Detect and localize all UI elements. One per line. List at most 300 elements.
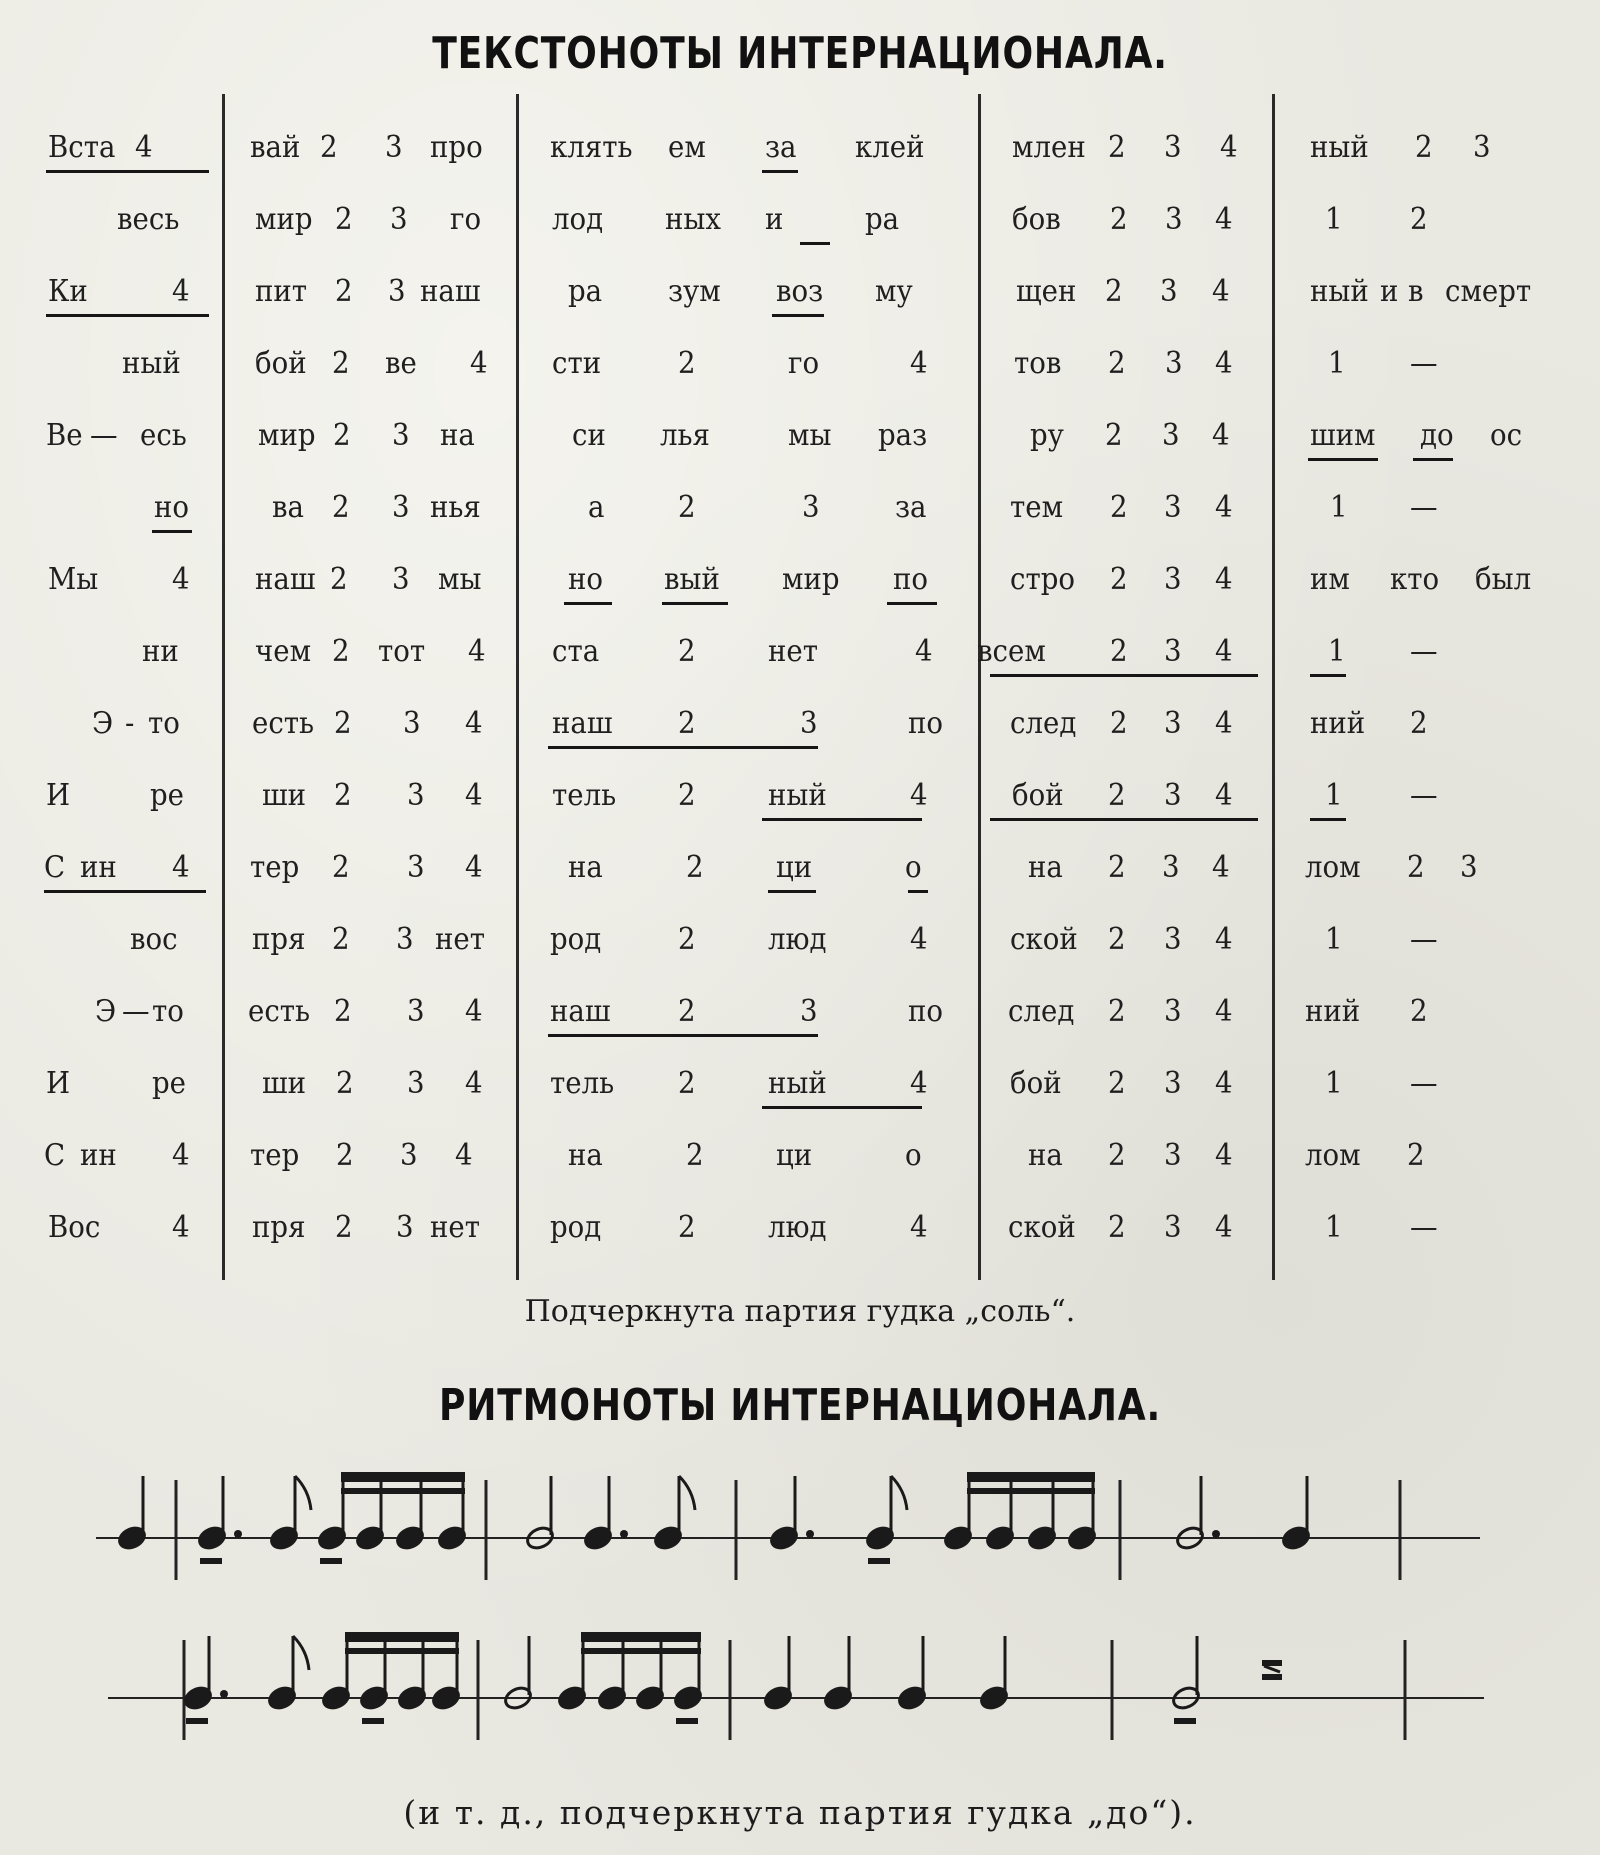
syllable-cell: 4 bbox=[1212, 274, 1230, 309]
syllable-cell: — bbox=[1410, 1210, 1438, 1245]
syllable-cell: тер bbox=[250, 850, 300, 885]
syllable-cell: 4 bbox=[465, 994, 483, 1029]
underline-sol bbox=[990, 674, 1258, 677]
augmentation-dot bbox=[234, 1530, 242, 1538]
syllable-cell: 2 bbox=[1410, 202, 1428, 237]
syllable-cell: — bbox=[1410, 490, 1438, 525]
syllable-cell: 3 bbox=[802, 490, 820, 525]
syllable-cell: ской bbox=[1008, 1210, 1076, 1245]
syllable-cell: 3 bbox=[800, 706, 818, 741]
syllable-cell: 2 bbox=[1105, 274, 1123, 309]
syllable-cell: ши bbox=[262, 778, 307, 813]
syllable-cell: 3 bbox=[1164, 922, 1182, 957]
underline-sol bbox=[908, 890, 928, 893]
syllable-cell: 2 bbox=[1407, 1138, 1425, 1173]
syllable-cell: по bbox=[908, 994, 944, 1029]
syllable-cell: 2 bbox=[1108, 922, 1126, 957]
syllable-cell: С bbox=[44, 1138, 66, 1173]
syllable-cell: бов bbox=[1012, 202, 1061, 237]
syllable-cell: 2 bbox=[1110, 634, 1128, 669]
syllable-cell: 4 bbox=[1215, 706, 1233, 741]
column-divider bbox=[978, 94, 981, 1280]
underline-sol bbox=[887, 602, 937, 605]
syllable-cell: 3 bbox=[1164, 130, 1182, 165]
syllable-cell: 4 bbox=[1215, 1066, 1233, 1101]
syllable-cell: нет bbox=[768, 634, 819, 669]
syllable-cell: 1 bbox=[1325, 202, 1343, 237]
syllable-cell: 1 bbox=[1325, 1066, 1343, 1101]
syllable-cell: И bbox=[46, 778, 71, 813]
syllable-cell: 3 bbox=[1162, 850, 1180, 885]
syllable-cell: о bbox=[905, 1138, 922, 1173]
syllable-cell: — bbox=[1410, 778, 1438, 813]
syllable-cell: 3 bbox=[392, 418, 410, 453]
syllable-cell: 4 bbox=[172, 1210, 190, 1245]
syllable-cell: ний bbox=[1305, 994, 1361, 1029]
syllable-cell: люд bbox=[768, 922, 827, 957]
syllable-cell: Вста bbox=[48, 130, 116, 165]
syllable-cell: 2 bbox=[1110, 490, 1128, 525]
syllable-cell: ин bbox=[80, 1138, 117, 1173]
syllable-cell: 3 bbox=[392, 562, 410, 597]
syllable-cell: го bbox=[788, 346, 820, 381]
note-beam bbox=[581, 1648, 701, 1654]
syllable-cell: 4 bbox=[1215, 778, 1233, 813]
note-flag bbox=[293, 1636, 309, 1670]
syllable-cell: 2 bbox=[678, 922, 696, 957]
syllable-cell: на bbox=[1028, 1138, 1063, 1173]
syllable-cell: 1 bbox=[1325, 922, 1343, 957]
syllable-cell: Вос bbox=[48, 1210, 101, 1245]
underline-do bbox=[186, 1718, 208, 1724]
underline-sol bbox=[44, 890, 206, 893]
syllable-cell: ста bbox=[552, 634, 600, 669]
syllable-cell: 2 bbox=[678, 994, 696, 1029]
syllable-cell: есть bbox=[248, 994, 311, 1029]
syllable-cell: 2 bbox=[332, 346, 350, 381]
underline-sol bbox=[548, 746, 818, 749]
syllable-cell: 3 bbox=[1164, 1210, 1182, 1245]
underline-sol bbox=[1310, 674, 1346, 677]
underline-sol bbox=[762, 818, 922, 821]
syllable-cell: 4 bbox=[172, 1138, 190, 1173]
syllable-cell: 2 bbox=[1108, 850, 1126, 885]
syllable-cell: 4 bbox=[1215, 490, 1233, 525]
syllable-cell: пря bbox=[252, 1210, 306, 1245]
note-beam bbox=[345, 1648, 459, 1654]
syllable-cell: ний bbox=[1310, 706, 1366, 741]
syllable-cell: след bbox=[1010, 706, 1077, 741]
note-flag bbox=[295, 1476, 311, 1510]
syllable-cell: пря bbox=[252, 922, 306, 957]
augmentation-dot bbox=[1212, 1530, 1220, 1538]
syllable-cell: ру bbox=[1030, 418, 1064, 453]
underline-sol bbox=[46, 314, 209, 317]
syllable-cell: ве bbox=[385, 346, 417, 381]
column-divider bbox=[516, 94, 519, 1280]
note-beam bbox=[341, 1472, 465, 1482]
syllable-cell: наш bbox=[420, 274, 481, 309]
syllable-cell: 4 bbox=[1215, 994, 1233, 1029]
syllable-cell: бой bbox=[1010, 1066, 1062, 1101]
underline-sol bbox=[1310, 818, 1346, 821]
syllable-cell: клять bbox=[550, 130, 633, 165]
syllable-cell: воз bbox=[776, 274, 824, 309]
syllable-cell: 4 bbox=[455, 1138, 473, 1173]
syllable-cell: 2 bbox=[1415, 130, 1433, 165]
syllable-cell: 2 bbox=[678, 634, 696, 669]
syllable-cell: до bbox=[1420, 418, 1454, 453]
syllable-cell: 4 bbox=[465, 706, 483, 741]
syllable-cell: клей bbox=[855, 130, 925, 165]
syllable-cell: ци bbox=[776, 850, 813, 885]
syllable-cell: 2 bbox=[1105, 418, 1123, 453]
syllable-cell: нья bbox=[430, 490, 481, 525]
syllable-cell: 4 bbox=[1215, 922, 1233, 957]
syllable-cell: 2 bbox=[678, 346, 696, 381]
augmentation-dot bbox=[620, 1530, 628, 1538]
syllable-cell: 4 bbox=[470, 346, 488, 381]
syllable-cell: ный bbox=[768, 1066, 827, 1101]
syllable-cell: на bbox=[1028, 850, 1063, 885]
syllable-cell: С bbox=[44, 850, 66, 885]
syllable-cell: 2 bbox=[332, 850, 350, 885]
syllable-cell: 2 bbox=[1108, 130, 1126, 165]
syllable-cell: 2 bbox=[1110, 202, 1128, 237]
syllable-cell: 2 bbox=[678, 1066, 696, 1101]
syllable-cell: 3 bbox=[392, 490, 410, 525]
underline-sol bbox=[662, 602, 728, 605]
syllable-cell: млен bbox=[1012, 130, 1086, 165]
syllable-cell: 4 bbox=[172, 274, 190, 309]
syllable-cell: 2 bbox=[678, 706, 696, 741]
syllable-cell: му bbox=[875, 274, 913, 309]
syllable-cell: 2 bbox=[678, 1210, 696, 1245]
syllable-cell: 4 bbox=[910, 778, 928, 813]
syllable-cell: шим bbox=[1310, 418, 1376, 453]
syllable-cell: — bbox=[1410, 634, 1438, 669]
syllable-cell: стро bbox=[1010, 562, 1076, 597]
syllable-cell: 2 bbox=[334, 706, 352, 741]
syllable-cell: 4 bbox=[1215, 562, 1233, 597]
syllable-cell: нет bbox=[435, 922, 486, 957]
syllable-cell: 4 bbox=[910, 922, 928, 957]
syllable-cell: 2 bbox=[335, 1210, 353, 1245]
syllable-cell: на bbox=[568, 1138, 603, 1173]
syllable-cell: нет bbox=[430, 1210, 481, 1245]
syllable-cell: 3 bbox=[1460, 850, 1478, 885]
syllable-cell: 2 bbox=[335, 202, 353, 237]
syllable-cell: тер bbox=[250, 1138, 300, 1173]
syllable-cell: 2 bbox=[332, 490, 350, 525]
syllable-cell: ный bbox=[122, 346, 181, 381]
syllable-cell: ный bbox=[1310, 274, 1369, 309]
syllable-cell: ни bbox=[142, 634, 179, 669]
note-beam bbox=[345, 1632, 459, 1642]
syllable-cell: Мы bbox=[48, 562, 99, 597]
syllable-cell: 4 bbox=[1212, 850, 1230, 885]
title-textnotes: ТЕКСТОНОТЫ ИНТЕРНАЦИОНАЛА. bbox=[432, 28, 1168, 79]
syllable-cell: 3 bbox=[396, 922, 414, 957]
syllable-cell: вос bbox=[130, 922, 178, 957]
syllable-cell: 2 bbox=[334, 994, 352, 1029]
syllable-cell: мы bbox=[438, 562, 482, 597]
underline-sol bbox=[762, 1106, 922, 1109]
syllable-cell: наш bbox=[255, 562, 316, 597]
syllable-cell: за bbox=[895, 490, 927, 525]
syllable-cell: Э bbox=[95, 994, 117, 1029]
syllable-cell: 1 bbox=[1330, 490, 1348, 525]
syllable-cell: Ки bbox=[48, 274, 88, 309]
syllable-cell: 2 bbox=[334, 778, 352, 813]
syllable-cell: 3 bbox=[403, 706, 421, 741]
syllable-cell: 2 bbox=[333, 418, 351, 453]
syllable-cell: про bbox=[430, 130, 483, 165]
syllable-cell: и bbox=[765, 202, 784, 237]
syllable-cell: то bbox=[152, 994, 184, 1029]
syllable-cell: 2 bbox=[1110, 562, 1128, 597]
syllable-cell: за bbox=[765, 130, 797, 165]
syllable-cell: 2 bbox=[336, 1138, 354, 1173]
underline-sol bbox=[990, 818, 1258, 821]
syllable-cell: на bbox=[440, 418, 475, 453]
syllable-cell: 4 bbox=[910, 1066, 928, 1101]
syllable-cell: 3 bbox=[407, 994, 425, 1029]
syllable-cell: пит bbox=[255, 274, 308, 309]
syllable-cell: вый bbox=[664, 562, 720, 597]
syllable-cell: 3 bbox=[1165, 202, 1183, 237]
syllable-cell: ре bbox=[152, 1066, 187, 1101]
syllable-cell: 4 bbox=[172, 562, 190, 597]
syllable-cell: 3 bbox=[1164, 634, 1182, 669]
underline-do bbox=[1174, 1718, 1196, 1724]
title-rhythmnotes: РИТМОНОТЫ ИНТЕРНАЦИОНАЛА. bbox=[438, 1380, 1162, 1431]
syllable-cell: 3 bbox=[1164, 994, 1182, 1029]
syllable-cell: и bbox=[1380, 274, 1399, 309]
syllable-cell: 2 bbox=[686, 1138, 704, 1173]
syllable-cell: в bbox=[1408, 274, 1424, 309]
syllable-cell: ра bbox=[568, 274, 603, 309]
syllable-cell: ных bbox=[665, 202, 721, 237]
syllable-cell: лом bbox=[1305, 1138, 1361, 1173]
note-beam bbox=[967, 1472, 1095, 1482]
syllable-cell: 2 bbox=[332, 922, 350, 957]
syllable-cell: 4 bbox=[465, 778, 483, 813]
underline-sol bbox=[1308, 458, 1378, 461]
syllable-cell: 3 bbox=[396, 1210, 414, 1245]
syllable-cell: по bbox=[893, 562, 929, 597]
syllable-cell: но bbox=[154, 490, 190, 525]
syllable-cell: тот bbox=[378, 634, 426, 669]
syllable-cell: наш bbox=[550, 994, 611, 1029]
syllable-cell: 3 bbox=[407, 778, 425, 813]
syllable-cell: 2 bbox=[332, 634, 350, 669]
underline-do bbox=[200, 1558, 222, 1564]
syllable-cell: си bbox=[572, 418, 606, 453]
underline-do bbox=[868, 1558, 890, 1564]
underline-sol bbox=[46, 170, 209, 173]
syllable-cell: - bbox=[125, 706, 135, 741]
syllable-cell: 3 bbox=[1164, 1066, 1182, 1101]
syllable-cell: лод bbox=[552, 202, 604, 237]
underline-sol bbox=[152, 530, 192, 533]
syllable-cell: 3 bbox=[407, 850, 425, 885]
note-beam bbox=[581, 1632, 701, 1642]
syllable-cell: — bbox=[90, 418, 118, 453]
syllable-cell: мир bbox=[258, 418, 316, 453]
syllable-cell: 3 bbox=[1164, 706, 1182, 741]
syllable-cell: мы bbox=[788, 418, 832, 453]
syllable-cell: тель bbox=[550, 1066, 615, 1101]
rhythm-notation bbox=[0, 1440, 1600, 1770]
underline-do bbox=[676, 1718, 698, 1724]
syllable-cell: 3 bbox=[800, 994, 818, 1029]
syllable-cell: ный bbox=[768, 778, 827, 813]
column-divider bbox=[1272, 94, 1275, 1280]
rest-sign bbox=[1264, 1666, 1280, 1672]
syllable-cell: 4 bbox=[135, 130, 153, 165]
syllable-cell: 3 bbox=[385, 130, 403, 165]
syllable-cell: 2 bbox=[1108, 1138, 1126, 1173]
syllable-cell: 4 bbox=[1212, 418, 1230, 453]
syllable-cell: 4 bbox=[465, 1066, 483, 1101]
syllable-cell: ва bbox=[272, 490, 304, 525]
syllable-cell: 4 bbox=[910, 1210, 928, 1245]
underline-sol bbox=[762, 170, 798, 173]
syllable-cell: 2 bbox=[678, 490, 696, 525]
syllable-cell: 3 bbox=[390, 202, 408, 237]
syllable-cell: мир bbox=[782, 562, 840, 597]
syllable-cell: 2 bbox=[1108, 994, 1126, 1029]
syllable-cell: есть bbox=[252, 706, 315, 741]
syllable-cell: люд bbox=[768, 1210, 827, 1245]
syllable-cell: ный bbox=[1310, 130, 1369, 165]
syllable-cell: весь bbox=[117, 202, 180, 237]
syllable-cell: го bbox=[450, 202, 482, 237]
syllable-cell: Э bbox=[92, 706, 114, 741]
underline-sol bbox=[800, 242, 830, 245]
syllable-cell: щен bbox=[1016, 274, 1077, 309]
syllable-cell: 3 bbox=[400, 1138, 418, 1173]
syllable-cell: сти bbox=[552, 346, 602, 381]
syllable-cell: тем bbox=[1010, 490, 1064, 525]
syllable-cell: смерт bbox=[1445, 274, 1532, 309]
syllable-cell: ши bbox=[262, 1066, 307, 1101]
syllable-cell: ре bbox=[150, 778, 185, 813]
column-divider bbox=[222, 94, 225, 1280]
syllable-cell: 4 bbox=[465, 850, 483, 885]
syllable-cell: 4 bbox=[1215, 202, 1233, 237]
syllable-cell: 2 bbox=[1108, 1066, 1126, 1101]
syllable-cell: 4 bbox=[1215, 1210, 1233, 1245]
underline-do bbox=[362, 1718, 384, 1724]
syllable-cell: 2 bbox=[320, 130, 338, 165]
syllable-cell: Ве bbox=[46, 418, 83, 453]
syllable-cell: 4 bbox=[1215, 634, 1233, 669]
syllable-cell: раз bbox=[878, 418, 928, 453]
syllable-cell: 3 bbox=[1165, 346, 1183, 381]
underline-sol bbox=[564, 602, 612, 605]
syllable-cell: 1 bbox=[1325, 1210, 1343, 1245]
syllable-cell: по bbox=[908, 706, 944, 741]
syllable-cell: ской bbox=[1010, 922, 1078, 957]
syllable-cell: — bbox=[1410, 1066, 1438, 1101]
syllable-cell: 3 bbox=[1164, 562, 1182, 597]
syllable-cell: род bbox=[550, 1210, 602, 1245]
note-flag bbox=[891, 1476, 907, 1510]
syllable-cell: 3 bbox=[1164, 778, 1182, 813]
syllable-cell: тель bbox=[552, 778, 617, 813]
syllable-cell: им bbox=[1310, 562, 1350, 597]
syllable-cell: зум bbox=[668, 274, 721, 309]
syllable-cell: 1 bbox=[1325, 778, 1343, 813]
syllable-cell: 4 bbox=[1220, 130, 1238, 165]
syllable-cell: тов bbox=[1014, 346, 1062, 381]
syllable-cell: 2 bbox=[1407, 850, 1425, 885]
syllable-cell: чем bbox=[255, 634, 312, 669]
syllable-cell: И bbox=[46, 1066, 71, 1101]
syllable-cell: 4 bbox=[468, 634, 486, 669]
syllable-cell: 2 bbox=[678, 778, 696, 813]
syllable-cell: то bbox=[148, 706, 180, 741]
syllable-cell: 4 bbox=[1215, 346, 1233, 381]
syllable-cell: — bbox=[1410, 346, 1438, 381]
syllable-cell: 4 bbox=[1215, 1138, 1233, 1173]
syllable-cell: мир bbox=[255, 202, 313, 237]
syllable-cell: ин bbox=[80, 850, 117, 885]
syllable-cell: кто bbox=[1390, 562, 1440, 597]
underline-sol bbox=[1413, 458, 1453, 461]
syllable-cell: 3 bbox=[407, 1066, 425, 1101]
syllable-cell: ци bbox=[776, 1138, 813, 1173]
syllable-cell: 2 bbox=[1410, 706, 1428, 741]
caption-sol: Подчеркнута партия гудка „соль“. bbox=[524, 1294, 1076, 1329]
syllable-cell: а bbox=[588, 490, 605, 525]
syllable-cell: род bbox=[550, 922, 602, 957]
syllable-cell: 3 bbox=[1164, 1138, 1182, 1173]
underline-sol bbox=[772, 314, 824, 317]
syllable-cell: 1 bbox=[1328, 346, 1346, 381]
underline-sol bbox=[548, 1034, 818, 1037]
syllable-cell: лья bbox=[660, 418, 710, 453]
rest-sign bbox=[1262, 1674, 1282, 1680]
syllable-cell: наш bbox=[552, 706, 613, 741]
syllable-cell: на bbox=[568, 850, 603, 885]
syllable-cell: 2 bbox=[1108, 778, 1126, 813]
note-beam bbox=[341, 1488, 465, 1494]
syllable-cell: о bbox=[905, 850, 922, 885]
syllable-cell: 2 bbox=[1110, 706, 1128, 741]
syllable-cell: 3 bbox=[388, 274, 406, 309]
syllable-cell: есь bbox=[140, 418, 187, 453]
syllable-cell: 3 bbox=[1473, 130, 1491, 165]
syllable-cell: но bbox=[568, 562, 604, 597]
syllable-cell: 4 bbox=[915, 634, 933, 669]
syllable-cell: 1 bbox=[1328, 634, 1346, 669]
syllable-cell: бой bbox=[1012, 778, 1064, 813]
augmentation-dot bbox=[806, 1530, 814, 1538]
syllable-cell: 3 bbox=[1160, 274, 1178, 309]
syllable-cell: 3 bbox=[1164, 490, 1182, 525]
syllable-cell: лом bbox=[1305, 850, 1361, 885]
syllable-cell: 2 bbox=[330, 562, 348, 597]
syllable-cell: всем bbox=[977, 634, 1046, 669]
syllable-cell: 2 bbox=[686, 850, 704, 885]
syllable-cell: 2 bbox=[1108, 1210, 1126, 1245]
note-flag bbox=[679, 1476, 695, 1510]
note-beam bbox=[967, 1488, 1095, 1494]
syllable-cell: был bbox=[1475, 562, 1532, 597]
